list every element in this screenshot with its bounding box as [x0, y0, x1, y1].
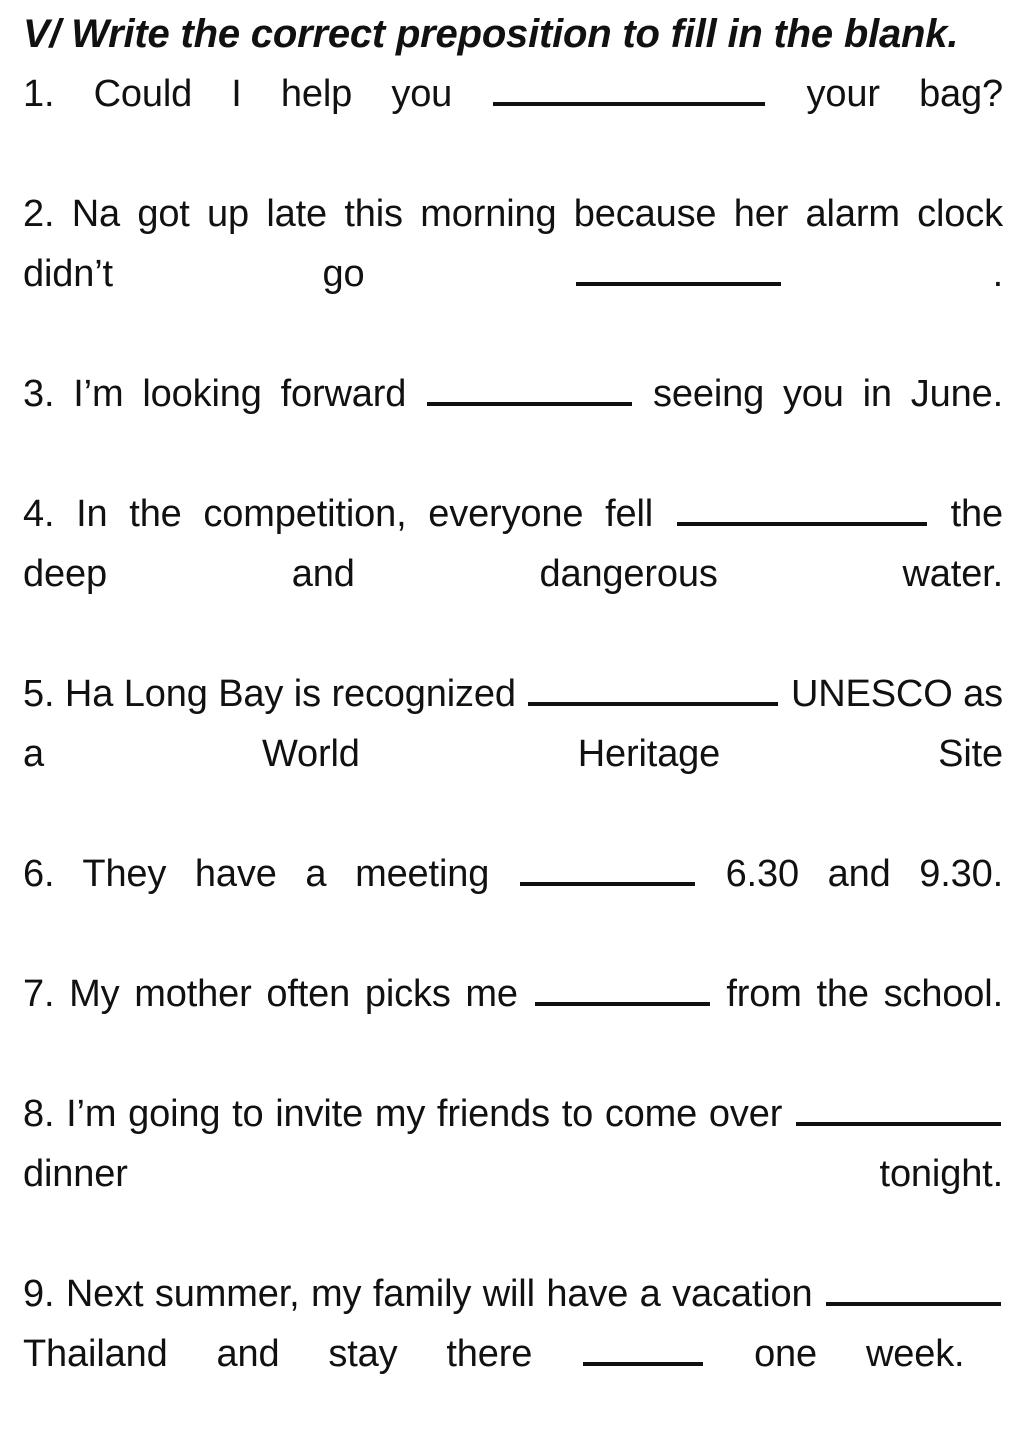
question-list — [23, 64, 1003, 1444]
question-2-blank-1[interactable] — [576, 255, 781, 286]
question-item-7 — [23, 964, 1003, 1084]
question-6-text-after: 6.30 and 9.30. — [696, 853, 1003, 895]
question-4-text-before: 4. In the competition, everyone fell — [23, 493, 675, 535]
question-item-1 — [23, 64, 1003, 184]
question-6-text-before: 6. They have a meeting — [23, 853, 518, 895]
question-9-text-before: 9. Next summer, my family will have a vacation — [23, 1273, 824, 1315]
question-2-text-before: 2. Na got up late this morning because her alarm clock didn’t go — [23, 193, 1003, 295]
question-8-text-before: 8. I’m going to invite my friends to come over — [23, 1093, 794, 1135]
question-1-text-after: your bag? — [767, 73, 1003, 115]
question-item-8 — [23, 1084, 1003, 1264]
question-item-5 — [23, 664, 1003, 844]
question-8-blank-1[interactable] — [796, 1095, 1001, 1126]
question-5-text-after: UNESCO as a World Heritage Site — [23, 673, 1003, 775]
question-8-text-after: dinner tonight. — [23, 1153, 1003, 1195]
question-item-3 — [23, 364, 1003, 484]
question-9-blank-1[interactable] — [826, 1275, 1001, 1306]
question-1-blank-1[interactable] — [493, 75, 765, 106]
question-9-blank-2[interactable] — [583, 1335, 703, 1366]
question-item-2 — [23, 184, 1003, 364]
question-9-text-middle: Thailand and stay there — [23, 1333, 582, 1375]
question-6-blank-1[interactable] — [520, 855, 695, 886]
question-item-4 — [23, 484, 1003, 664]
question-7-text-after: from the school. — [711, 973, 1003, 1015]
question-3-blank-1[interactable] — [427, 375, 632, 406]
question-5-text-before: 5. Ha Long Bay is recognized — [23, 673, 527, 715]
question-2-text-after: . — [783, 253, 1003, 295]
question-3-text-before: 3. I’m looking forward — [23, 373, 426, 415]
question-7-text-before: 7. My mother often picks me — [23, 973, 533, 1015]
question-7-blank-1[interactable] — [535, 975, 710, 1006]
question-item-6 — [23, 844, 1003, 964]
question-3-text-after: seeing you in June. — [634, 373, 1003, 415]
worksheet-heading: V/ Write the correct preposition to fill in the blank. — [23, 12, 959, 56]
question-item-9 — [23, 1264, 1003, 1444]
question-1-text-before: 1. Could I help you — [23, 73, 492, 115]
question-4-text-after: the deep and dangerous water. — [23, 493, 1003, 595]
question-5-blank-1[interactable] — [528, 675, 778, 706]
question-9-text-after: one week. — [705, 1333, 965, 1375]
question-4-blank-1[interactable] — [677, 495, 927, 526]
